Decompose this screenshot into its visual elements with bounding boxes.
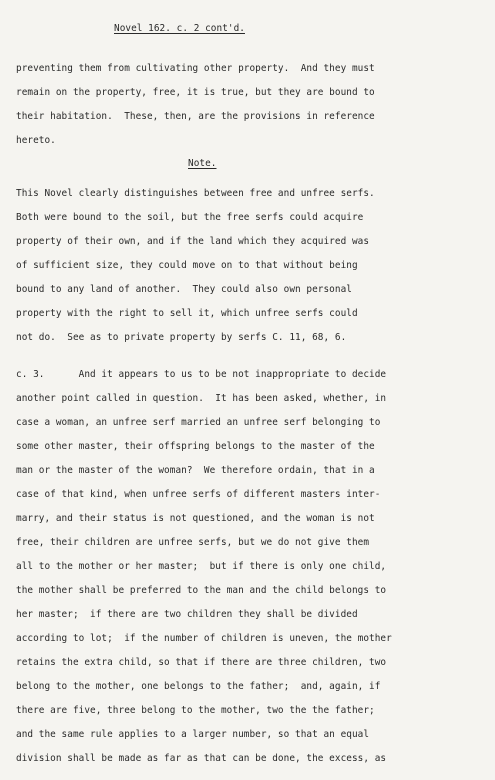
text-line: the mother shall be preferred to the man and the child belongs to — [16, 585, 387, 596]
text-line: case of that kind, when unfree serfs of different masters inter- — [16, 489, 381, 500]
text-line: This Novel clearly distinguishes between free and unfree serfs. — [16, 188, 375, 199]
notes-heading: Note. — [188, 158, 217, 169]
text-line: free, their children are unfree serfs, but we do not give them — [16, 537, 370, 548]
text-line: hereto. — [16, 135, 56, 146]
text-line: marry, and their status is not questioned, and the woman is not — [16, 513, 375, 524]
text-line: property of their own, and if the land which they acquired was — [16, 236, 370, 247]
text-line: remain on the property, free, it is true, but they are bound to — [16, 87, 375, 98]
text-line: all to the mother or her master; but if there is only one child, — [16, 561, 387, 572]
text-line: their habitation. These, then, are the provisions in reference — [16, 111, 375, 122]
text-line: case a woman, an unfree serf married an unfree serf belonging to — [16, 417, 381, 428]
text-line: belong to the mother, one belongs to the father; and, again, if — [16, 681, 381, 692]
text-line: and the same rule applies to a larger number, so that an equal — [16, 729, 370, 740]
text-line: according to lot; if the number of children is uneven, the mother — [16, 633, 392, 644]
text-line: man or the master of the woman? We therefore ordain, that in a — [16, 465, 375, 476]
text-line: c. 3. And it appears to us to be not inappropriate to decide — [16, 369, 387, 380]
text-line: preventing them from cultivating other property. And they must — [16, 63, 375, 74]
text-line: property with the right to sell it, which unfree serfs could — [16, 308, 358, 319]
text-line: bound to any land of another. They could also own personal — [16, 284, 352, 295]
text-line: of sufficient size, they could move on to that without being — [16, 260, 358, 271]
text-line: not do. See as to private property by serfs C. 11, 68, 6. — [16, 332, 347, 343]
page-title: Novel 162. c. 2 cont'd. — [114, 23, 245, 34]
text-line: there are five, three belong to the mother, two the the father; — [16, 705, 375, 716]
text-line: retains the extra child, so that if there are three children, two — [16, 657, 387, 668]
text-line: her master; if there are two children they shall be divided — [16, 609, 358, 620]
text-line: another point called in question. It has been asked, whether, in — [16, 393, 387, 404]
text-line: Both were bound to the soil, but the free serfs could acquire — [16, 212, 364, 223]
text-line: division shall be made as far as that can be done, the excess, as — [16, 753, 387, 764]
text-line: some other master, their offspring belongs to the master of the — [16, 441, 375, 452]
